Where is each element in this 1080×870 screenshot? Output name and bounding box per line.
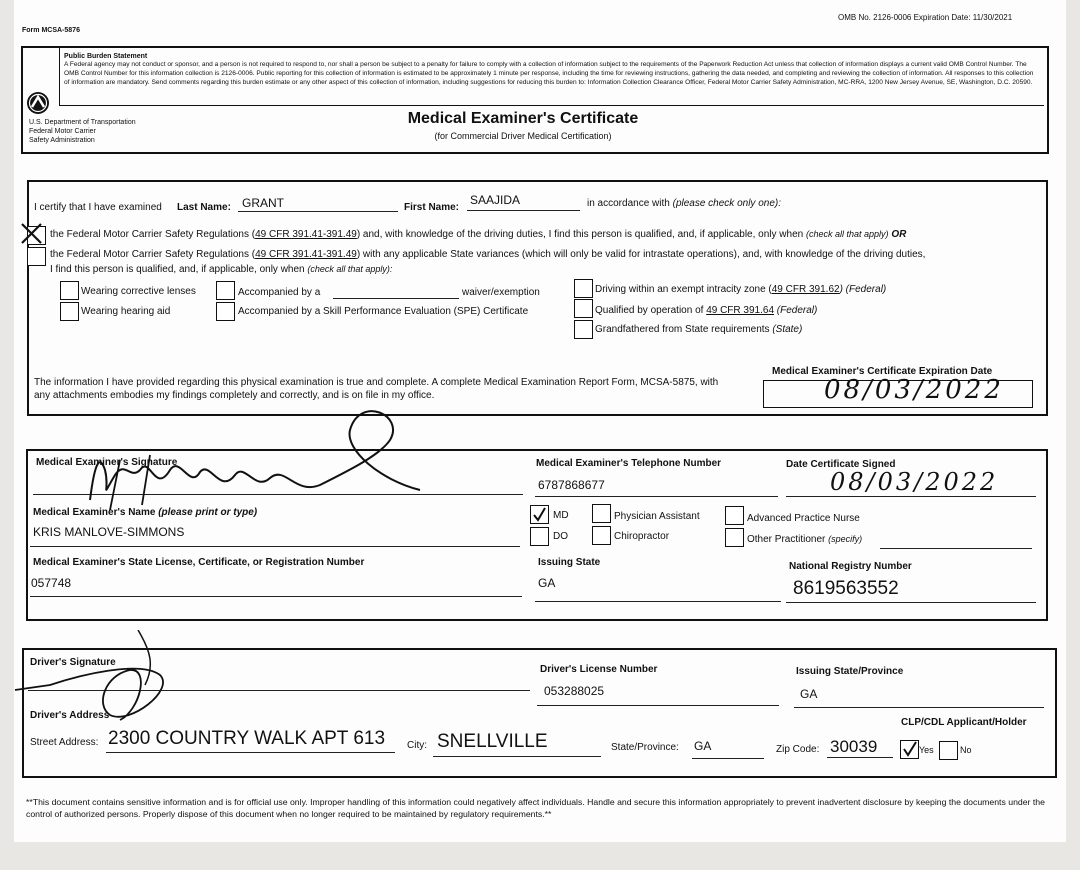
street-field[interactable]: 2300 COUNTRY WALK APT 613 bbox=[108, 728, 386, 749]
examiner-name-field[interactable]: KRIS MANLOVE-SIMMONS bbox=[33, 525, 185, 539]
option2-line2 bbox=[50, 264, 392, 275]
examiner-signature-label: Medical Examiner's Signature bbox=[36, 457, 178, 468]
md-label: MD bbox=[553, 510, 569, 521]
driver-state-line bbox=[794, 707, 1044, 708]
spe-label: Accompanied by a Skill Performance Evaluation (SPE) Certificate bbox=[238, 306, 529, 317]
expiration-date-value: 08/03/2022 bbox=[824, 375, 1004, 405]
accompanied-waiver-checkbox[interactable] bbox=[216, 281, 235, 300]
zip-field[interactable]: 30039 bbox=[830, 737, 878, 756]
waiver-label: waiver/exemption bbox=[462, 287, 540, 298]
issuing-state-line bbox=[535, 601, 781, 602]
zip-label: Zip Code: bbox=[776, 744, 820, 755]
checkmark-icon bbox=[531, 506, 548, 523]
chiropractor-checkbox[interactable] bbox=[592, 526, 611, 545]
checkmark-icon bbox=[901, 741, 918, 758]
chiropractor-label: Chiropractor bbox=[614, 531, 670, 542]
md-checkbox[interactable] bbox=[530, 505, 549, 524]
option2-note: (check all that apply): bbox=[307, 264, 393, 274]
burden-title: Public Burden Statement bbox=[64, 53, 148, 60]
option1-text bbox=[50, 229, 906, 240]
license-label: Medical Examiner's State License, Certificate, or Registration Number bbox=[33, 557, 365, 568]
expiration-date-box[interactable] bbox=[763, 375, 1033, 408]
other-practitioner-label: Other Practitioner bbox=[747, 534, 826, 545]
license-field[interactable]: 057748 bbox=[31, 576, 72, 590]
option1-cfr-link[interactable]: 49 CFR 391.41-391.49 bbox=[255, 229, 357, 240]
hearing-aid-label: Wearing hearing aid bbox=[81, 306, 171, 317]
date-signed-field[interactable]: 08/03/2022 bbox=[830, 468, 999, 496]
clp-label: CLP/CDL Applicant/Holder bbox=[901, 717, 1027, 728]
certification-statement: The information I have provided regarding this physical examination is true and complete. A complete Medical Examination Report Form, MCSA-5875, with any attachments embodies my findings completely and correctly, and is on file in my office. bbox=[34, 377, 719, 401]
phone-label: Medical Examiner's Telephone Number bbox=[536, 458, 722, 469]
driver-state-label: Issuing State/Province bbox=[796, 666, 904, 677]
other-practitioner-text bbox=[747, 534, 862, 545]
burden-text: A Federal agency may not conduct or sponsor, and a person is not required to respond to, nor shall a person be subject to a penalty for failure to comply with a collection of information subject to the requirements of the Paperwork Reduction Act unless that collection of information displays a current valid OMB Control Number. The OMB Control Number for this information collection is 2126-0006. Public reporting for this collection of information is estimated to be approximately 1 minute per response, including the time for reviewing instructions, gathering the data needed, and completing and reviewing the collection of information. All responses to this collection of information are mandatory. Send comments regarding this burden estimate or any other aspect of this collection of information, including suggestions for reducing this burden to: Information Collection Clearance Officer, Federal Motor Carrier Safety Administration, MC-RRA, 1200 New Jersey Avenue, SE, Washington, D.C. 20590. bbox=[64, 61, 1034, 86]
driver-state-field[interactable]: GA bbox=[800, 687, 818, 701]
apn-checkbox[interactable] bbox=[725, 506, 744, 525]
do-label: DO bbox=[553, 531, 568, 542]
examiner-name-label bbox=[33, 507, 257, 518]
registry-label: National Registry Number bbox=[789, 561, 912, 572]
last-name-line bbox=[238, 211, 398, 212]
zip-line bbox=[827, 757, 893, 758]
examiner-name-line bbox=[30, 546, 520, 547]
waiver-blank-line bbox=[333, 298, 459, 299]
page-title: Medical Examiner's Certificate bbox=[407, 110, 639, 127]
pa-checkbox[interactable] bbox=[592, 504, 611, 523]
examiner-name-label-text: Medical Examiner's Name bbox=[33, 507, 156, 518]
accordance-label: in accordance with bbox=[587, 198, 670, 209]
expiration-label: Medical Examiner's Certificate Expiration Date bbox=[772, 366, 993, 377]
page-subtitle: (for Commercial Driver Medical Certification) bbox=[434, 131, 612, 141]
intracity-pre: Driving within an exempt intracity zone ( bbox=[595, 284, 772, 295]
issuing-state-field[interactable]: GA bbox=[538, 576, 556, 590]
accordance-text bbox=[587, 198, 781, 209]
agency-line1: U.S. Department of Transportation bbox=[29, 119, 136, 126]
driver-license-field[interactable]: 053288025 bbox=[544, 684, 605, 698]
first-name-label: First Name: bbox=[404, 202, 460, 213]
header-box bbox=[21, 46, 1049, 154]
driver-license-label: Driver's License Number bbox=[540, 664, 658, 675]
hearing-aid-checkbox[interactable] bbox=[60, 302, 79, 321]
registry-field[interactable]: 8619563552 bbox=[793, 578, 899, 599]
corrective-lenses-checkbox[interactable] bbox=[60, 281, 79, 300]
license-line bbox=[30, 596, 522, 597]
option2-text bbox=[50, 249, 925, 260]
spe-checkbox[interactable] bbox=[216, 302, 235, 321]
examiner-signature-icon[interactable] bbox=[60, 400, 460, 510]
clp-no-label: No bbox=[960, 745, 972, 755]
grandfathered-label: Grandfathered from State requirements bbox=[595, 324, 770, 335]
phone-line bbox=[535, 496, 778, 497]
other-specify-line bbox=[880, 548, 1032, 549]
intracity-cfr-link[interactable]: 49 CFR 391.62 bbox=[771, 284, 840, 295]
registry-line bbox=[786, 602, 1036, 603]
agency-line2: Federal Motor Carrier bbox=[29, 128, 96, 135]
option2-line2-text: I find this person is qualified, and, if applicable, only when bbox=[50, 264, 305, 275]
pa-label: Physician Assistant bbox=[614, 511, 700, 522]
street-label: Street Address: bbox=[30, 737, 99, 748]
first-name-line bbox=[467, 210, 580, 211]
street-line bbox=[106, 752, 395, 753]
qualified-cfr-link[interactable]: 49 CFR 391.64 bbox=[706, 305, 775, 316]
accompanied-label: Accompanied by a bbox=[238, 287, 321, 298]
apn-label: Advanced Practice Nurse bbox=[747, 513, 860, 524]
option2-pre: the Federal Motor Carrier Safety Regulations ( bbox=[50, 249, 256, 260]
omb-number: OMB No. 2126-0006 Expiration Date: 11/30/2021 bbox=[838, 13, 1013, 22]
form-number: Form MCSA-5876 bbox=[22, 27, 80, 34]
stateprov-line bbox=[692, 758, 764, 759]
grandfathered-text bbox=[595, 324, 802, 335]
clp-yes-label: Yes bbox=[919, 745, 934, 755]
driver-license-line bbox=[537, 705, 779, 706]
driver-address-label: Driver's Address bbox=[30, 710, 110, 721]
grandfathered-checkbox[interactable] bbox=[574, 320, 593, 339]
option2-cfr-link[interactable]: 49 CFR 391.41-391.49 bbox=[255, 249, 357, 260]
option2-post: ) with any applicable State variances (which will only be valid for intrastate operations), and, with knowledge of the driving duties, bbox=[356, 249, 926, 260]
last-name-field[interactable]: GRANT bbox=[242, 196, 284, 210]
other-practitioner-note: (specify) bbox=[828, 534, 863, 544]
state-variances-checkbox[interactable] bbox=[27, 247, 46, 266]
burden-box bbox=[59, 48, 1044, 106]
corrective-lenses-label: Wearing corrective lenses bbox=[81, 286, 196, 297]
stateprov-field[interactable]: GA bbox=[694, 739, 712, 753]
date-signed-line bbox=[786, 496, 1036, 497]
city-line bbox=[433, 756, 601, 757]
qualified-post: (Federal) bbox=[774, 305, 818, 316]
footer-note: **This document contains sensitive information and is for official use only. Improper handling of this information could negatively affect individuals. Handle and secure this information appropriately to prevent inadvertent disclosure by keeping the documents under the control of authorized persons. Properly dispose of this document when no longer required to be maintained by regulatory requirements.** bbox=[26, 797, 1045, 819]
qualified-operation-checkbox[interactable] bbox=[574, 299, 593, 318]
clp-yes-checkbox[interactable] bbox=[900, 740, 919, 759]
option1-post: ) and, with knowledge of the driving duties, I find this person is qualified, and, if applicable, only when bbox=[356, 229, 804, 240]
option1-pre: the Federal Motor Carrier Safety Regulations ( bbox=[50, 229, 256, 240]
issuing-state-label: Issuing State bbox=[538, 557, 601, 568]
qualified-pre: Qualified by operation of bbox=[595, 305, 707, 316]
do-checkbox[interactable] bbox=[530, 527, 549, 546]
qualified-text bbox=[595, 305, 817, 316]
option1-note: (check all that apply) bbox=[806, 229, 889, 239]
intracity-checkbox[interactable] bbox=[574, 279, 593, 298]
first-name-field[interactable]: SAAJIDA bbox=[470, 193, 521, 207]
certify-intro: I certify that I have examined bbox=[34, 202, 162, 213]
federal-regs-checkbox[interactable] bbox=[27, 226, 46, 245]
intracity-post: ) (Federal) bbox=[839, 284, 887, 295]
date-signed-label: Date Certificate Signed bbox=[786, 459, 896, 470]
stateprov-label: State/Province: bbox=[611, 742, 679, 753]
phone-field[interactable]: 6787868677 bbox=[538, 478, 605, 492]
city-field[interactable]: SNELLVILLE bbox=[437, 731, 548, 752]
last-name-label: Last Name: bbox=[177, 202, 231, 213]
other-practitioner-checkbox[interactable] bbox=[725, 528, 744, 547]
clp-no-checkbox[interactable] bbox=[939, 741, 958, 760]
driver-signature-label: Driver's Signature bbox=[30, 657, 116, 668]
option1-or: OR bbox=[891, 229, 907, 240]
grandfathered-note: (State) bbox=[772, 324, 803, 335]
intracity-text bbox=[595, 284, 886, 295]
x-mark-icon bbox=[19, 221, 45, 247]
examiner-name-note: (please print or type) bbox=[158, 507, 258, 518]
agency-line3: Safety Administration bbox=[29, 137, 95, 144]
city-label: City: bbox=[407, 740, 427, 751]
accordance-note: (please check only one): bbox=[672, 198, 782, 209]
